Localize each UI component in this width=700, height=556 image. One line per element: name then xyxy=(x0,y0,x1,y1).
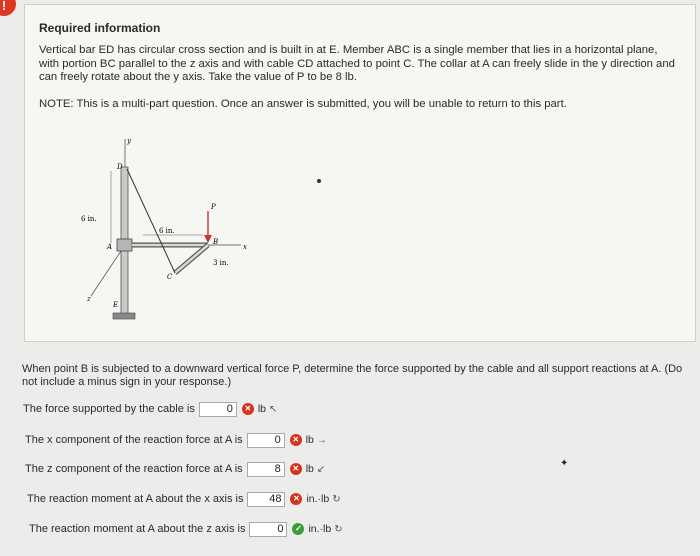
label-a: A xyxy=(107,243,113,251)
x-mark-icon: ✕ xyxy=(290,463,302,475)
stray-dot xyxy=(317,179,321,183)
label-p: P xyxy=(211,203,216,211)
answer-label: The force supported by the cable is xyxy=(23,403,195,415)
unit-label: lb xyxy=(305,463,314,475)
unit-label: lb xyxy=(305,434,314,446)
answer-label: The z component of the reaction force at A is xyxy=(25,463,243,475)
required-information-title: Required information xyxy=(39,21,161,35)
unit-label: in.·lb xyxy=(306,493,330,505)
rotation-arrow-icon: ↻ xyxy=(332,493,341,505)
collar-a xyxy=(117,239,132,251)
label-b: B xyxy=(213,238,219,246)
unit-label: in.·lb xyxy=(308,523,332,535)
x-mark-icon: ✕ xyxy=(242,403,254,415)
label-6in-mid: 6 in. xyxy=(159,227,175,235)
cursor-icon: ✦ xyxy=(560,458,569,469)
z-reaction-input[interactable] xyxy=(247,462,285,477)
label-c: C xyxy=(167,273,173,281)
label-3in: 3 in. xyxy=(213,259,229,267)
cable-force-input[interactable] xyxy=(199,402,237,417)
label-y: y xyxy=(127,137,131,145)
label-e: E xyxy=(113,301,119,309)
problem-figure xyxy=(63,131,263,327)
label-z: z xyxy=(87,295,91,303)
label-x: x xyxy=(243,243,247,251)
answer-label: The x component of the reaction force at A is xyxy=(25,434,243,446)
answer-row-cable-force xyxy=(23,400,277,418)
question-text: When point B is subjected to a downward vertical force P, determine the force supported by the cable and all support reactions at A. (Do not include a minus sign in your response.) xyxy=(22,363,683,388)
unit-label: lb xyxy=(257,403,267,415)
exclamation-icon: ! xyxy=(0,0,16,16)
base-support-e xyxy=(113,313,135,319)
label-d: D xyxy=(117,163,123,171)
x-mark-icon: ✕ xyxy=(290,493,302,505)
answer-row-x-reaction xyxy=(25,431,327,449)
label-6in-left: 6 in. xyxy=(81,215,97,223)
x-moment-input[interactable] xyxy=(247,492,285,507)
direction-arrow-icon: → xyxy=(316,434,327,446)
cable-cd xyxy=(127,169,175,273)
x-reaction-input[interactable] xyxy=(247,433,285,448)
force-p-arrowhead xyxy=(204,235,212,243)
answer-label: The reaction moment at A about the x axis is xyxy=(27,493,244,505)
answer-row-z-reaction xyxy=(25,460,325,478)
required-information-panel xyxy=(24,4,696,342)
check-mark-icon: ✓ xyxy=(292,523,304,535)
answer-label: The reaction moment at A about the z axis is xyxy=(29,523,246,535)
z-axis-line xyxy=(91,251,121,296)
answer-row-x-moment xyxy=(27,490,341,508)
multi-part-note: NOTE: This is a multi-part question. Once an answer is submitted, you will be unable to return to this part. xyxy=(39,98,567,110)
rotation-arrow-icon: ↻ xyxy=(334,523,343,535)
direction-arrow-icon: ↙ xyxy=(316,463,326,475)
x-mark-icon: ✕ xyxy=(290,434,302,446)
direction-arrow-icon: ↖ xyxy=(269,403,278,415)
problem-statement: Vertical bar ED has circular cross section and is built in at E. Member ABC is a single member that lies in a horizontal plane, with portion BC parallel to the z axis and with cable CD attached to point C. The collar at A can freely slide in the y direction and can freely rotate about the y axis. Take the value of P to be 8 lb. xyxy=(39,44,675,84)
answer-row-z-moment xyxy=(29,520,343,538)
z-moment-input[interactable] xyxy=(249,522,287,537)
